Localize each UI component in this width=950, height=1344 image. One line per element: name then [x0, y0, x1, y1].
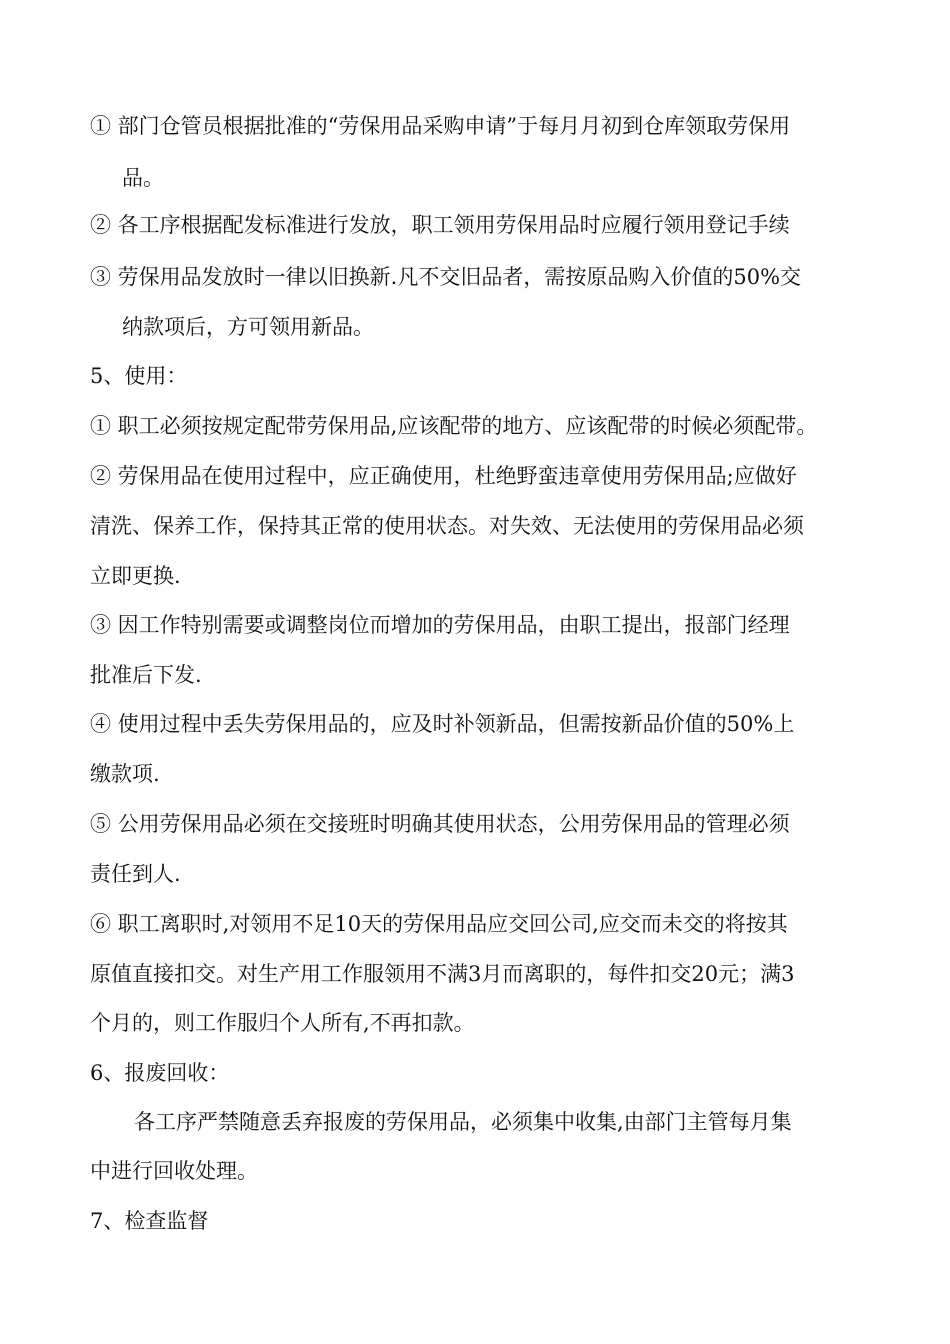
text-line: 纳款项后，方可领用新品。: [122, 315, 374, 339]
text-line: ⑥ 职工离职时,对领用不足10天的劳保用品应交回公司,应交而未交的将按其: [90, 912, 788, 936]
text-line: ③ 劳保用品发放时一律以旧换新.凡不交旧品者，需按原品购入价值的50%交: [90, 265, 802, 289]
text-line: 各工序严禁随意丢弃报废的劳保用品，必须集中收集,由部门主管每月集: [134, 1110, 792, 1134]
text-line: 立即更换.: [90, 564, 181, 588]
text-line: 个月的，则工作服归个人所有,不再扣款。: [90, 1011, 475, 1035]
text-line: 责任到人.: [90, 862, 181, 886]
text-line: 缴款项.: [90, 762, 160, 786]
text-line: ② 各工序根据配发标准进行发放，职工领用劳保用品时应履行领用登记手续: [90, 213, 790, 237]
text-line: 中进行回收处理。: [90, 1159, 258, 1183]
text-line: 清洗、保养工作，保持其正常的使用状态。对失效、无法使用的劳保用品必须: [90, 514, 804, 538]
text-line: 品。: [122, 166, 164, 190]
section-heading: 7、检查监督: [90, 1209, 209, 1233]
text-line: 批准后下发.: [90, 663, 202, 687]
text-line: ⑤ 公用劳保用品必须在交接班时明确其使用状态，公用劳保用品的管理必须: [90, 812, 790, 836]
text-line: ④ 使用过程中丢失劳保用品的，应及时补领新品，但需按新品价值的50%上: [90, 712, 795, 736]
section-heading: 6、报废回收：: [90, 1061, 230, 1085]
text-line: ① 部门仓管员根据批准的“劳保用品采购申请”于每月月初到仓库领取劳保用: [90, 114, 791, 138]
section-heading: 5、使用：: [90, 364, 188, 388]
text-line: ② 劳保用品在使用过程中，应正确使用，杜绝野蛮违章使用劳保用品;应做好: [90, 464, 797, 488]
text-line: 原值直接扣交。对生产用工作服领用不满3月而离职的，每件扣交20元；满3: [90, 962, 795, 986]
text-line: ③ 因工作特别需要或调整岗位而增加的劳保用品，由职工提出，报部门经理: [90, 613, 790, 637]
text-line: ① 职工必须按规定配带劳保用品,应该配带的地方、应该配带的时候必须配带。: [90, 414, 818, 438]
